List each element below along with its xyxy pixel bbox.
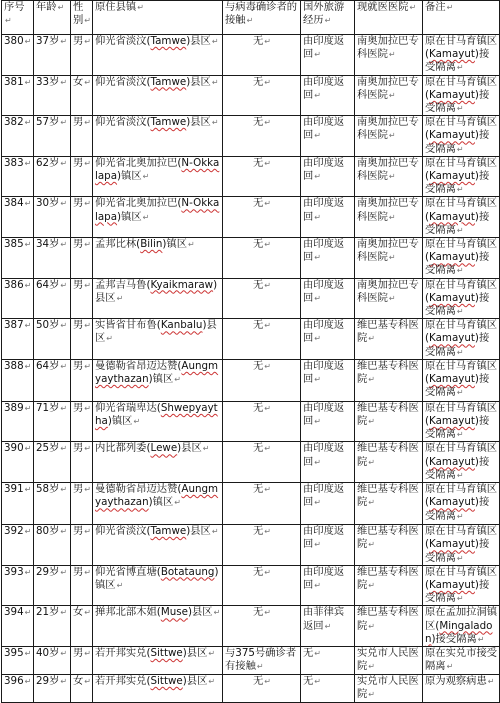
cell-no: 385 ↵ (2, 238, 34, 279)
cell-travel: 无 ↵ (301, 646, 355, 674)
cell-sex: 女 ↵ (71, 75, 93, 116)
cell-contact: 无 ↵ (223, 606, 301, 647)
cell-hospital: 南奥加拉巴专科医院 ↵ (355, 278, 423, 319)
cell-travel: 由印度返回 ↵ (301, 525, 355, 566)
cell-note: 原在实兑市接受隔离 ↵ (423, 646, 500, 674)
cell-travel: 无 ↵ (301, 674, 355, 702)
cell-sex: 男 ↵ (71, 319, 93, 360)
cell-age: 62岁 ↵ (34, 156, 71, 197)
table-row (2, 525, 500, 566)
cell-age: 34岁 ↵ (34, 238, 71, 279)
table-row (2, 483, 500, 525)
cell-hospital: 维巴基专科医院 ↵ (355, 442, 423, 483)
cell-hospital: 维巴基专科医院 ↵ (355, 401, 423, 442)
header-note: 备注 ↵ (423, 1, 500, 35)
cell-contact: 无 ↵ (223, 525, 301, 566)
cell-note: 原在甘马育镇区(Kamayut)接受隔离 ↵ (423, 401, 500, 442)
cell-contact: 无 ↵ (223, 238, 301, 279)
cell-travel: 由印度返回 ↵ (301, 238, 355, 279)
cell-hospital: 南奥加拉巴专科医院 ↵ (355, 156, 423, 197)
cell-note: 原在甘马育镇区(Kamayut)接受隔离 ↵ (423, 483, 500, 525)
cell-contact: 无 ↵ (223, 359, 301, 401)
cell-age: 58岁 ↵ (34, 483, 71, 525)
header-travel: 国外旅游经历 ↵ (301, 1, 355, 35)
table-row (2, 238, 500, 279)
cell-travel: 由印度返回 ↵ (301, 116, 355, 157)
cell-origin: 仰光省淡汶(Tamwe)县区 ↵ (93, 116, 223, 157)
cell-no: 389 ↵ (2, 401, 34, 442)
cell-contact: 无 ↵ (223, 483, 301, 525)
cell-travel: 由印度返回 ↵ (301, 35, 355, 76)
cell-no: 392 ↵ (2, 525, 34, 566)
cell-age: 50岁 ↵ (34, 319, 71, 360)
cell-travel: 由印度返回 ↵ (301, 359, 355, 401)
cell-note: 原在孟加拉洞镇区(Mingaladon)接受隔离 ↵ (423, 606, 500, 647)
cell-note: 原为观察病患 ↵ (423, 674, 500, 702)
cell-sex: 男 ↵ (71, 116, 93, 157)
cell-note: 原在甘马育镇区(Kamayut)接受隔离 ↵ (423, 116, 500, 157)
header-row (2, 1, 500, 35)
table-row (2, 646, 500, 674)
cell-contact: 无 ↵ (223, 565, 301, 606)
cell-sex: 男 ↵ (71, 359, 93, 401)
cell-hospital: 维巴基专科医院 ↵ (355, 359, 423, 401)
cell-age: 40岁 ↵ (34, 646, 71, 674)
table-row (2, 156, 500, 197)
table-row (2, 359, 500, 401)
cell-hospital: 南奥加拉巴专科医院 ↵ (355, 75, 423, 116)
cell-origin: 仰光省淡汶(Tamwe)县区 ↵ (93, 75, 223, 116)
cell-age: 64岁 ↵ (34, 359, 71, 401)
table-row (2, 319, 500, 360)
cell-travel: 由印度返回 ↵ (301, 197, 355, 238)
cell-origin: 实皆省甘布鲁(Kanbalu)县区 ↵ (93, 319, 223, 360)
cell-hospital: 南奥加拉巴专科医院 ↵ (355, 197, 423, 238)
cell-note: 原在甘马育镇区(Kamayut)接受隔离 ↵ (423, 278, 500, 319)
cell-sex: 男 ↵ (71, 565, 93, 606)
cell-no: 382 ↵ (2, 116, 34, 157)
cell-note: 原在甘马育镇区(Kamayut)接受隔离 ↵ (423, 197, 500, 238)
cell-hospital: 维巴基专科医院 ↵ (355, 525, 423, 566)
cell-sex: 男 ↵ (71, 156, 93, 197)
cell-note: 原在甘马育镇区(Kamayut)接受隔离 ↵ (423, 359, 500, 401)
cell-age: 57岁 ↵ (34, 116, 71, 157)
cell-origin: 若开邦实兑(Sittwe)县区 ↵ (93, 674, 223, 702)
cell-hospital: 实兑市人民医院 ↵ (355, 674, 423, 702)
cell-travel: 由菲律宾返回 ↵ (301, 606, 355, 647)
cell-travel: 由印度返回 ↵ (301, 442, 355, 483)
cell-note: 原在甘马育镇区(Kamayut)接受隔离 ↵ (423, 565, 500, 606)
cell-age: 30岁 ↵ (34, 197, 71, 238)
cell-sex: 男 ↵ (71, 35, 93, 76)
cell-contact: 无 ↵ (223, 278, 301, 319)
cell-no: 394 ↵ (2, 606, 34, 647)
cell-sex: 男 ↵ (71, 278, 93, 319)
table-row (2, 278, 500, 319)
cell-no: 391 ↵ (2, 483, 34, 525)
cell-sex: 男 ↵ (71, 238, 93, 279)
table-row (2, 565, 500, 606)
cell-sex: 女 ↵ (71, 674, 93, 702)
cell-no: 381 ↵ (2, 75, 34, 116)
table-row (2, 606, 500, 647)
cell-origin: 曼德勒省昂迈达赞(Aungmyaythazan)镇区 ↵ (93, 359, 223, 401)
cell-note: 原在甘马育镇区(Kamayut)接受隔离 ↵ (423, 238, 500, 279)
cell-age: 21岁 ↵ (34, 606, 71, 647)
cell-travel: 由印度返回 ↵ (301, 483, 355, 525)
cell-note: 原在甘马育镇区(Kamayut)接受隔离 ↵ (423, 35, 500, 76)
cell-age: 25岁 ↵ (34, 442, 71, 483)
cell-travel: 由印度返回 ↵ (301, 75, 355, 116)
header-hospital: 现就医医院 ↵ (355, 1, 423, 35)
cell-contact: 无 ↵ (223, 442, 301, 483)
cell-sex: 男 ↵ (71, 525, 93, 566)
cell-contact: 无 ↵ (223, 116, 301, 157)
cell-no: 396 ↵ (2, 674, 34, 702)
cell-note: 原在甘马育镇区(Kamayut)接受隔离 ↵ (423, 75, 500, 116)
table-row (2, 674, 500, 702)
cell-age: 29岁 ↵ (34, 565, 71, 606)
cell-contact: 无 ↵ (223, 156, 301, 197)
cell-age: 80岁 ↵ (34, 525, 71, 566)
cell-age: 71岁 ↵ (34, 401, 71, 442)
cell-note: 原在甘马育镇区(Kamayut)接受隔离 ↵ (423, 442, 500, 483)
cell-origin: 若开邦实兑(Sittwe)县区 ↵ (93, 646, 223, 674)
cell-hospital: 实兑市人民医院 ↵ (355, 646, 423, 674)
cell-age: 64岁 ↵ (34, 278, 71, 319)
cell-travel: 由印度返回 ↵ (301, 278, 355, 319)
cell-contact: 无 ↵ (223, 401, 301, 442)
cell-note: 原在甘马育镇区(Kamayut)接受隔离 ↵ (423, 319, 500, 360)
cell-no: 380 ↵ (2, 35, 34, 76)
table-row (2, 75, 500, 116)
cell-travel: 由印度返回 ↵ (301, 565, 355, 606)
cell-note: 原在甘马育镇区(Kamayut)接受隔离 ↵ (423, 525, 500, 566)
cell-travel: 由印度返回 ↵ (301, 156, 355, 197)
cell-origin: 仰光省北奥加拉巴(N-Okkalapa)镇区 ↵ (93, 156, 223, 197)
cell-sex: 男 ↵ (71, 646, 93, 674)
cell-contact: 无 ↵ (223, 319, 301, 360)
table-row (2, 116, 500, 157)
header-contact: 与病毒确诊者的接触 ↵ (223, 1, 301, 35)
cell-age: 33岁 ↵ (34, 75, 71, 116)
cell-sex: 男 ↵ (71, 401, 93, 442)
cell-origin: 仰光省博直塘(Botataung)镇区 ↵ (93, 565, 223, 606)
cell-no: 383 ↵ (2, 156, 34, 197)
cell-sex: 男 ↵ (71, 197, 93, 238)
cell-no: 386 ↵ (2, 278, 34, 319)
cell-sex: 男 ↵ (71, 442, 93, 483)
cell-origin: 曼德勒省昂迈达赞(Aungmyaythazan)镇区 ↵ (93, 483, 223, 525)
cell-hospital: 南奥加拉巴专科医院 ↵ (355, 116, 423, 157)
cell-origin: 内比都列委(Lewe)县区 ↵ (93, 442, 223, 483)
cell-origin: 孟邦比林(Bilin)镇区 ↵ (93, 238, 223, 279)
cell-travel: 由印度返回 ↵ (301, 401, 355, 442)
cell-hospital: 维巴基专科医院 ↵ (355, 319, 423, 360)
cell-age: 37岁 ↵ (34, 35, 71, 76)
table-row (2, 401, 500, 442)
cell-no: 395 ↵ (2, 646, 34, 674)
cell-no: 387 ↵ (2, 319, 34, 360)
cell-contact: 无 ↵ (223, 35, 301, 76)
cell-hospital: 维巴基专科医院 ↵ (355, 483, 423, 525)
cell-contact: 无 ↵ (223, 75, 301, 116)
cell-no: 390 ↵ (2, 442, 34, 483)
header-origin: 原住县镇 ↵ (93, 1, 223, 35)
cell-origin: 仰光省淡汶(Tamwe)县区 ↵ (93, 35, 223, 76)
cell-no: 388 ↵ (2, 359, 34, 401)
cell-hospital: 南奥加拉巴专科医院 ↵ (355, 238, 423, 279)
table-row (2, 35, 500, 76)
cell-hospital: 南奥加拉巴专科医院 ↵ (355, 35, 423, 76)
header-sex: 性别 ↵ (71, 1, 93, 35)
cell-hospital: 维巴基专科医院 ↵ (355, 565, 423, 606)
cell-hospital: 维巴基专科医院 ↵ (355, 606, 423, 647)
cell-contact: 无 ↵ (223, 674, 301, 702)
cell-sex: 男 ↵ (71, 483, 93, 525)
cell-contact: 无 ↵ (223, 197, 301, 238)
header-age: 年龄 ↵ (34, 1, 71, 35)
cell-age: 29岁 ↵ (34, 674, 71, 702)
cell-sex: 女 ↵ (71, 606, 93, 647)
header-no: 序号 ↵ (2, 1, 34, 35)
cell-origin: 仰光省北奥加拉巴(N-Okkalapa)镇区 ↵ (93, 197, 223, 238)
cell-origin: 仰光省淡汶(Tamwe)县区 ↵ (93, 525, 223, 566)
cell-contact: 与375号确诊者有接触 ↵ (223, 646, 301, 674)
table-row (2, 442, 500, 483)
cell-origin: 孟邦吉马鲁(Kyaikmaraw)县区 ↵ (93, 278, 223, 319)
cell-travel: 由印度返回 ↵ (301, 319, 355, 360)
cell-no: 393 ↵ (2, 565, 34, 606)
cell-no: 384 ↵ (2, 197, 34, 238)
patient-table (1, 0, 500, 703)
cell-origin: 掸邦北部木姐(Muse)县区 ↵ (93, 606, 223, 647)
cell-origin: 仰光省瑞卑达(Shwepyaytha)镇区 ↵ (93, 401, 223, 442)
table-row (2, 197, 500, 238)
cell-note: 原在甘马育镇区(Kamayut)接受隔离 ↵ (423, 156, 500, 197)
